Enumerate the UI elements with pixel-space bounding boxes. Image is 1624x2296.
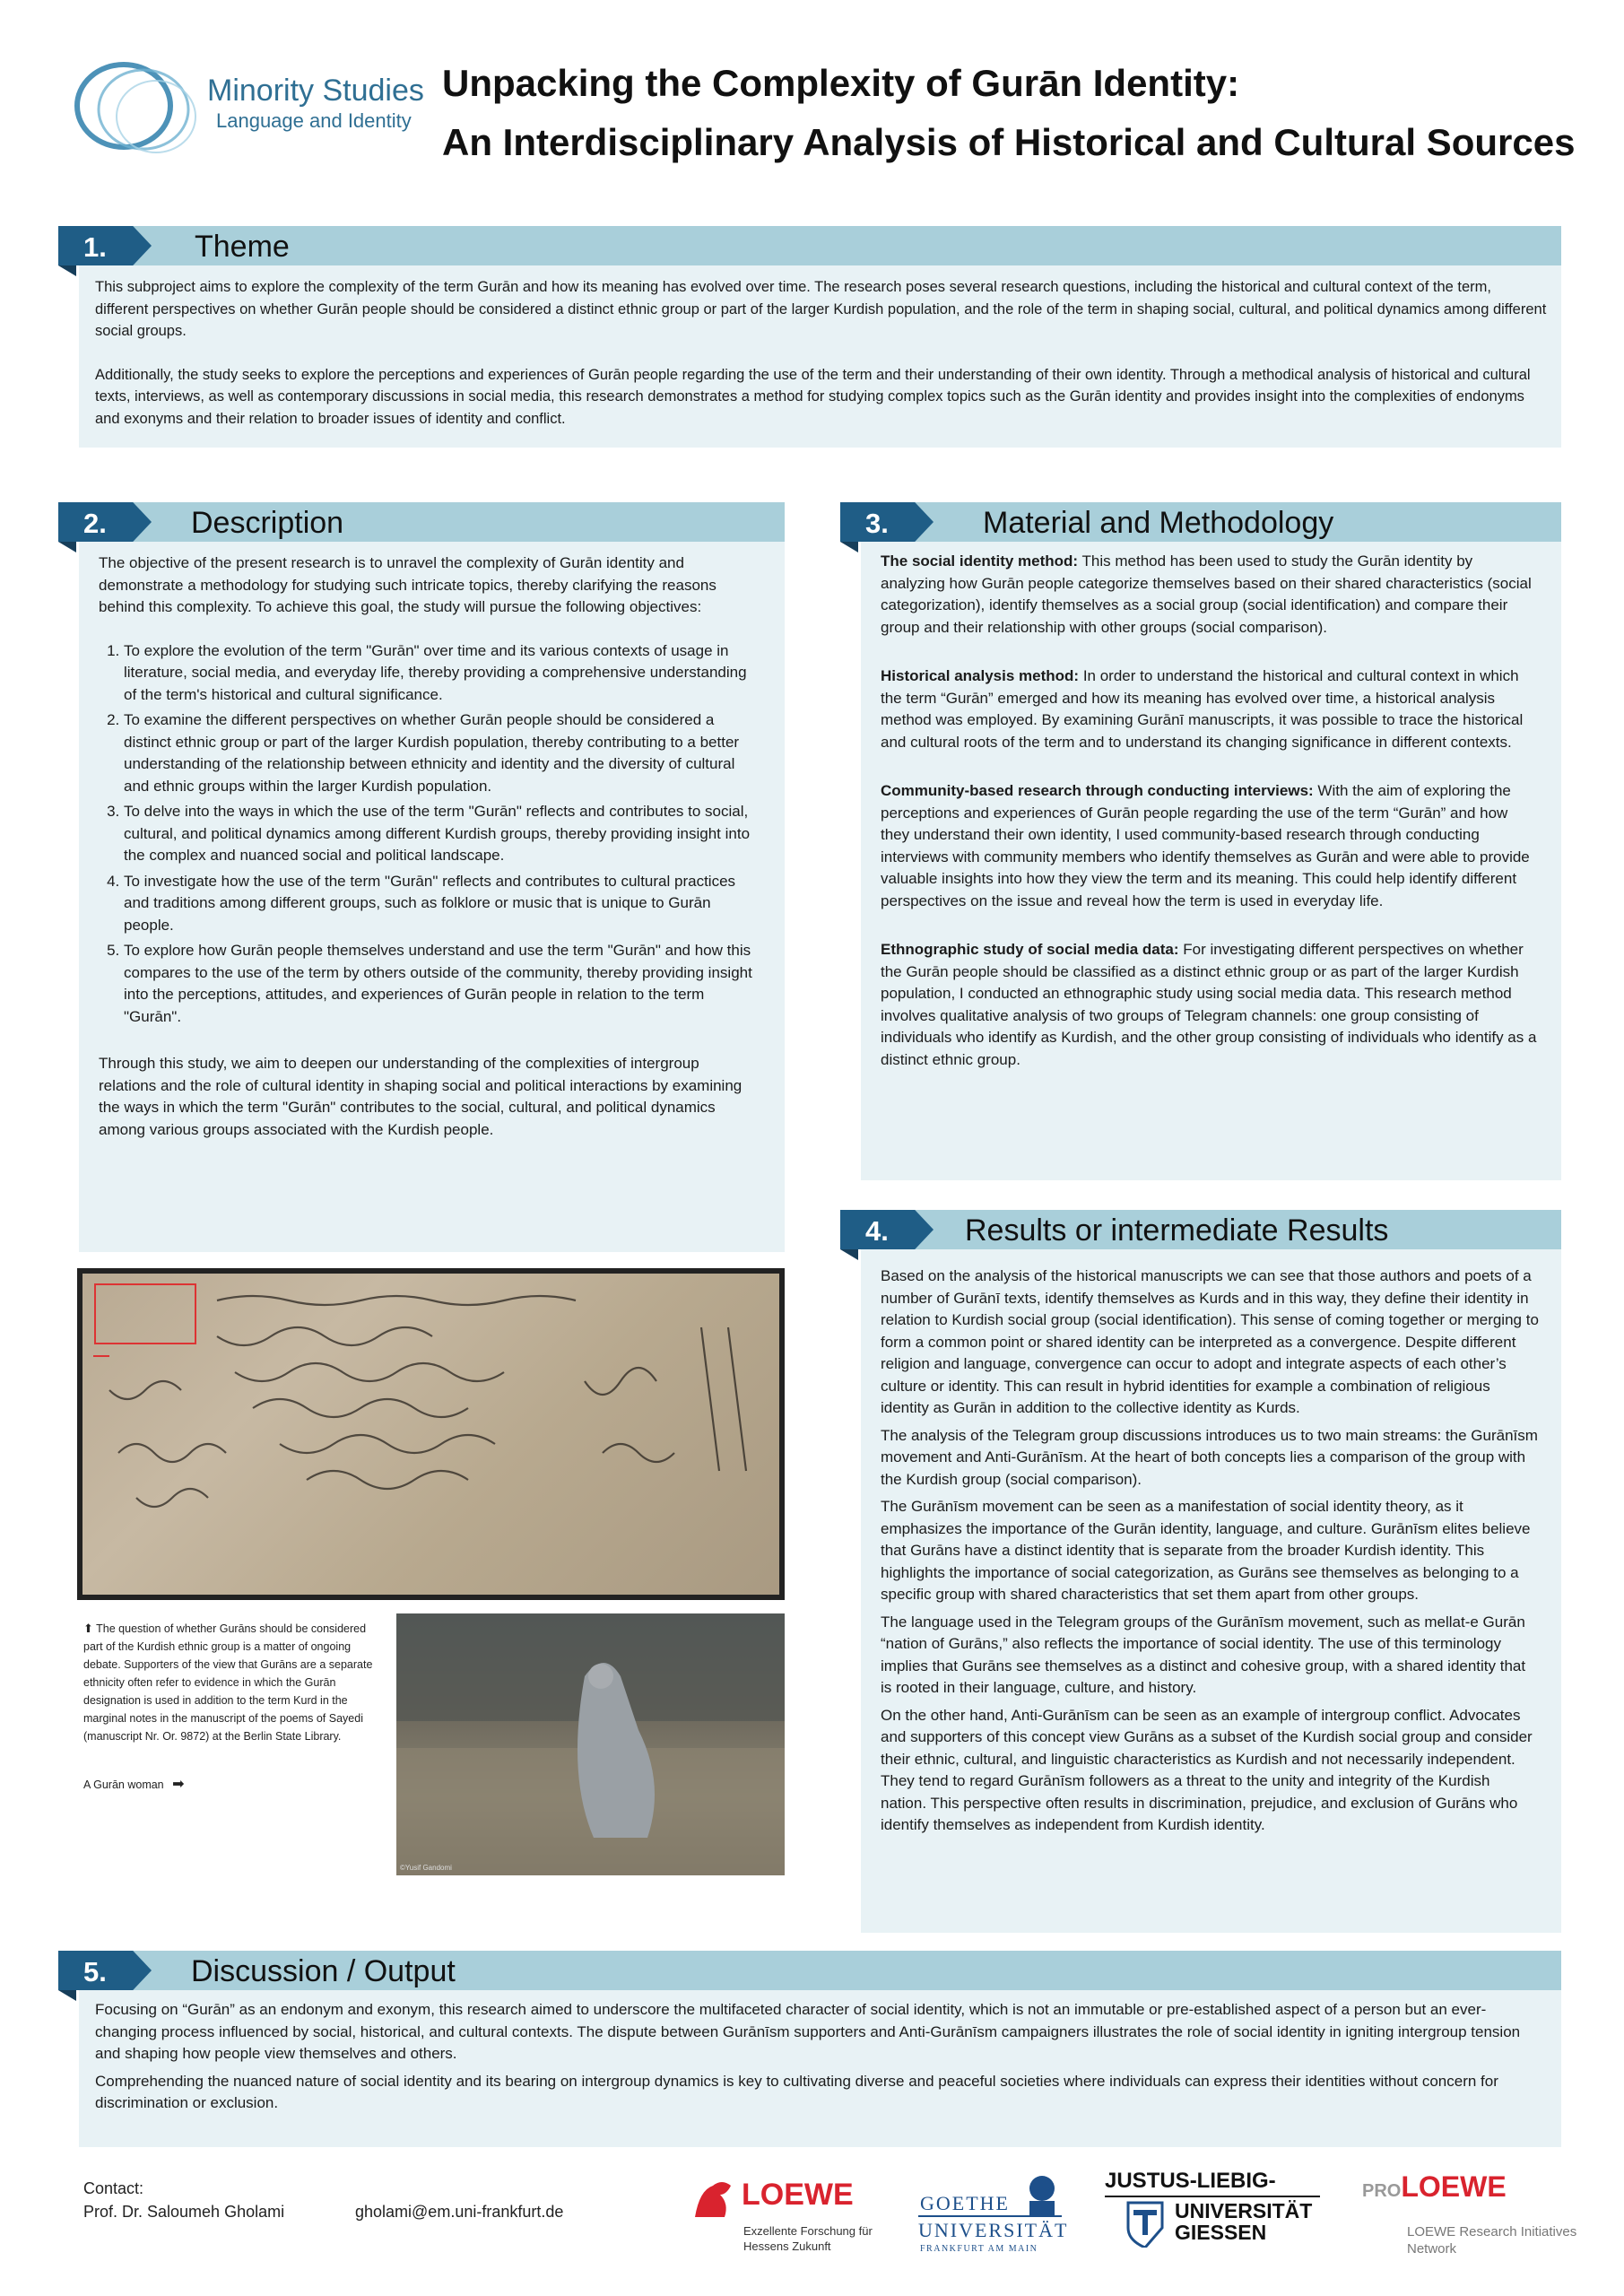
section-title: Theme xyxy=(195,230,290,264)
results-paragraph: The Gurānīsm movement can be seen as a manifestation of social identity theory, as it emphasizes the importance of the Gurān identity, language, and culture. Gurānīsm elites believe that Gurāns have a distinct identity that is separate from the broader Kurdish identity. This highlights the importance of social categorization, as Gurāns see themselves as belonging to a specific group with shared characteristics that set them apart from other groups. xyxy=(881,1498,1531,1603)
objectives-list xyxy=(99,640,760,1029)
discussion-paragraph-2: Comprehending the nuanced nature of social identity and its bearing on intergroup dynamics is key to cultivating diverse and peaceful societies where individuals can express their identities without concern for discrimination or exclusion. xyxy=(95,2072,1498,2111)
manuscript-caption xyxy=(83,1620,379,1745)
method-item: Ethnographic study of social media data: For investigating different perspectives on whether the Gurān people should be classified as a distinct ethnic group or as part of the larger Kurdish population, I conducted an ethnographic study using social media data. This research method involves qualitative analysis of two groups of Telegram channels: one group consisting of individuals who identify as Kurdish, and the other group consisting of individuals who identify as a distinct ethnic group. xyxy=(881,941,1537,1068)
jlu-line-2: UNIVERSITÄT xyxy=(1175,2199,1313,2222)
woman-caption-text: A Gurān woman xyxy=(83,1779,164,1791)
proloewe-pro: PRO xyxy=(1362,2181,1402,2201)
methodology-panel xyxy=(861,542,1561,1180)
section-number: 4. xyxy=(865,1215,889,1247)
section-number: 2. xyxy=(83,508,107,539)
results-paragraph: The analysis of the Telegram group discussions introduces us to two main streams: the Gurānīsm movement and Anti-Gurānīsm. At the heart of both concepts lies a comparison of the group with the Kurdish group (social comparison). xyxy=(881,1426,1538,1488)
goethe-wordmark: GOETHE xyxy=(920,2192,1010,2214)
contact-email[interactable]: gholami@em.uni-frankfurt.de xyxy=(355,2203,564,2221)
description-panel xyxy=(79,542,785,1252)
contact-label: Contact: xyxy=(83,2179,144,2197)
theme-paragraph-2: Additionally, the study seeks to explore the perceptions and experiences of Gurān people regarding the use of the term and their understanding of their own identity. Through a methodical analysis of historical and cultural texts, interviews, as well as contemporary discussions in social media, this research demonstrates a method for studying complex topics such as the Gurān identity and provides insight into the complexities of endonyms and exonyms and their relation to broader issues of identity and conflict. xyxy=(95,366,1531,427)
title-line-1: Unpacking the Complexity of Gurān Identity: xyxy=(442,62,1240,104)
method-item: Community-based research through conducting interviews: With the aim of exploring the perceptions and experiences of Gurān people regarding the use of the term “Gurān” and how they understand their own identity, I used community-based research through conducting interviews with community members who identify themselves as Gurān and were able to provide valuable insights into how they view the term and its meaning. This could help identify different perspectives on the issue and reveal how the term is used in everyday life. xyxy=(881,782,1530,909)
loewe-logo xyxy=(686,2172,883,2262)
section-header-description xyxy=(58,502,785,542)
woman-figure-icon xyxy=(396,1613,785,1875)
goethe-logo xyxy=(918,2172,1073,2262)
section-title: Results or intermediate Results xyxy=(965,1213,1389,1248)
jlu-shield-icon xyxy=(1126,2201,1164,2248)
goethe-universitat: UNIVERSITÄT xyxy=(918,2219,1069,2241)
loewe-wordmark: LOEWE xyxy=(742,2178,854,2212)
method-item: Historical analysis method: In order to understand the historical and cultural context in which the term “Gurān” emerged and how its meaning has evolved over time, a historical analysis method was employed. By examining Gurānī manuscripts, it was possible to trace the historical and cultural roots of the term and to understand its changing significance in different contexts. xyxy=(881,667,1524,751)
contact-name: Prof. Dr. Saloumeh Gholami xyxy=(83,2203,285,2221)
description-intro: The objective of the present research is to unravel the complexity of Gurān identity and demonstrate a methodology for studying such intricate topics, thereby clarifying the reasons behind this complexity. To achieve this goal, the study will pursue the following objectives: xyxy=(99,554,716,615)
objective-item: 2. To examine the different perspectives on whether Gurān people should be considered a distinct ethnic group or part of the larger Kurdish population, thereby contributing to a better understanding of the relationship between ethnicity and identity and the diversity of cultural and ethnic groups within the larger Kurdish population. xyxy=(124,709,760,797)
section-title: Description xyxy=(191,506,344,540)
method-item: The social identity method: This method has been used to study the Gurān identity by analyzing how Gurān people categorize themselves based on their shared characteristics (social categorization), identify themselves as a social group (social identification) and compare their group and their relationship with other groups (social comparison). xyxy=(881,552,1532,636)
photo-credit: ©Yusif Gandomi xyxy=(400,1864,452,1872)
discussion-paragraph-1: Focusing on “Gurān” as an endonym and exonym, this research aimed to underscore the multifaceted character of social identity, which is not an immutable or pre-established aspect of a person but an ever-changing process influenced by social, historical, and cultural contexts. The dispute between Gurānīsm supporters and Anti-Gurānīsm campaigners illustrates the role of social identity in igniting intergroup tension and shaping how people view themselves and others. xyxy=(95,2001,1521,2062)
goethe-portrait-icon xyxy=(1024,2172,1060,2217)
goethe-city: FRANKFURT AM MAIN xyxy=(920,2244,1038,2254)
objective-item: 5. To explore how Gurān people themselves understand and use the term "Gurān" and how this compares to the use of the term by others outside of the community, thereby providing insight into the perceptions, attitudes, and experiences of Gurān people in relation to the term "Gurān". xyxy=(124,940,760,1028)
results-paragraph: On the other hand, Anti-Gurānīsm can be seen as an example of intergroup conflict. Advocates and supporters of this concept view Gurāns as a subset of the Kurdish social group and consider their ethnic, cultural, and linguistic characteristics as Kurdish and not necessarily independent. They tend to regard Gurānīsm followers as a threat to the unity and integrity of the Kurdish nation. This perspective often results in discrimination, prejudice, and exclusion of Gurāns who identify themselves as independent from Kurdish identity. xyxy=(881,1706,1533,1833)
objective-item: 1. To explore the evolution of the term "Gurān" over time and its various contexts of usage in literature, social media, and everyday life, thereby providing a comprehensive understanding of the term's historical and cultural significance. xyxy=(124,640,760,707)
objective-item: 3. To delve into the ways in which the use of the term "Gurān" reflects and contributes to social, cultural, and political dynamics among different Kurdish groups, thereby providing insight into the complex and nuanced social and political landscape. xyxy=(124,801,760,867)
theme-paragraph-1: This subproject aims to explore the complexity of the term Gurān and how its meaning has evolved over time. The research poses several research questions, including the historical and cultural context of the term, different perspectives on whether Gurān people should be considered a distinct ethnic group or part of the larger Kurdish population, and the role of the term in shaping social, cultural, and political dynamics among different social groups. xyxy=(95,279,1547,339)
section-number: 1. xyxy=(83,231,107,263)
proloewe-tagline-1: LOEWE Research Initiatives xyxy=(1407,2224,1577,2239)
objective-item: 4. To investigate how the use of the term "Gurān" reflects and contributes to cultural practices and traditions among different groups, such as folklore or music that is unique to Gurān people. xyxy=(124,871,760,937)
logo-rings-icon xyxy=(70,54,204,170)
section-header-theme xyxy=(58,226,1561,265)
minority-studies-logo xyxy=(70,54,424,170)
manuscript-caption-text: The question of whether Gurāns should be considered part of the Kurdish ethnic group is a matter of ongoing debate. Supporters of the view that Gurāns are a separate ethnicity often refer to evidence in which the Gurān designation is used in addition to the term Kurd in the marginal notes in the manuscript of the poems of Sayedi (manuscript Nr. Or. 9872) at the Berlin State Library. xyxy=(83,1622,373,1743)
section-number: 5. xyxy=(83,1956,107,1987)
proloewe-logo xyxy=(1362,2170,1577,2260)
section-header-methodology xyxy=(840,502,1561,542)
discussion-panel xyxy=(79,1990,1561,2147)
section-title: Material and Methodology xyxy=(983,506,1334,540)
up-arrow-icon: ⬆ xyxy=(83,1622,93,1635)
section-number: 3. xyxy=(865,508,889,539)
theme-panel xyxy=(79,265,1561,448)
loewe-tagline-2: Hessens Zukunft xyxy=(743,2239,831,2253)
results-paragraph: Based on the analysis of the historical manuscripts we can see that those authors and poets of a number of Gurānī texts, identify themselves as Kurds and in this way, they define their identity in relation to Kurdish social group (social identification). This sense of coming together or merging to form a common point or shared identity can be interpreted as a convergence. Despite different religion and language, convergence can occur to adopt and integrate aspects of each other’s culture or identity. This can result in hybrid identities for example a combination of religious identity as Gurān in addition to the collective identity as Kurds. xyxy=(881,1267,1539,1416)
jlu-line-3: GIESSEN xyxy=(1175,2221,1267,2244)
proloewe-wordmark: LOEWE xyxy=(1401,2170,1507,2203)
manuscript-script-icon xyxy=(83,1274,779,1595)
jlu-logo xyxy=(1105,2169,1329,2258)
results-panel xyxy=(861,1249,1561,1933)
section-header-results xyxy=(840,1210,1561,1249)
woman-caption xyxy=(83,1776,185,1794)
title-line-2: An Interdisciplinary Analysis of Historical and Cultural Sources xyxy=(442,121,1576,163)
manuscript-image xyxy=(77,1268,785,1600)
loewe-tagline-1: Exzellente Forschung für xyxy=(743,2224,873,2238)
section-title: Discussion / Output xyxy=(191,1954,456,1988)
page-title xyxy=(442,54,1590,172)
results-paragraph: The language used in the Telegram groups of the Gurānīsm movement, such as mellat-e Gurān “nation of Gurāns,” also reflects the importance of social identity. The use of this terminology implies that Gurāns see themselves as a distinct and cohesive group, with a shared identity that is rooted in their language, culture, and history. xyxy=(881,1613,1526,1696)
jlu-line-1: JUSTUS-LIEBIG- xyxy=(1105,2169,1276,2193)
lion-icon xyxy=(686,2172,738,2224)
guran-woman-photo xyxy=(396,1613,785,1875)
section-header-discussion xyxy=(58,1951,1561,1990)
logo-name: Minority Studies xyxy=(207,74,424,108)
proloewe-tagline-2: Network xyxy=(1407,2241,1457,2257)
logo-tagline: Language and Identity xyxy=(216,109,412,132)
right-arrow-icon: ➡ xyxy=(172,1777,185,1792)
description-outro: Through this study, we aim to deepen our understanding of the complexities of intergroup relations and the role of cultural identity in shaping social and political interactions by examining the ways in which the term "Gurān" contributes to the social, cultural, and political dynamics among various groups associated with the Kurdish people. xyxy=(99,1055,743,1138)
